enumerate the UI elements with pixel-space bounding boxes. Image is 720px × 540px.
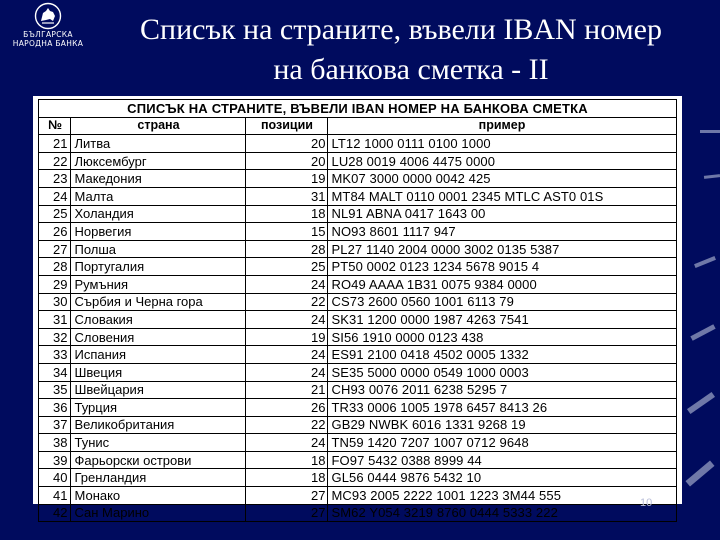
cell-positions: 22 [246,416,328,434]
column-header-number: № [39,117,71,135]
table-row [39,381,676,399]
cell-country: Португалия [71,258,246,276]
decorative-stripe [687,392,715,414]
cell-country: Румъния [71,275,246,293]
cell-number: 26 [39,223,71,241]
cell-number: 32 [39,328,71,346]
table-row [39,311,676,329]
table-row [39,170,676,188]
cell-number: 37 [39,416,71,434]
cell-country: Сърбия и Черна гора [71,293,246,311]
cell-example: CS73 2600 0560 1001 6113 79 [328,293,676,311]
table-row [39,223,676,241]
table-row [39,416,676,434]
column-header-positions: позиции [246,117,328,135]
cell-country: Турция [71,399,246,417]
cell-positions: 28 [246,240,328,258]
column-header-country: страна [71,117,246,135]
logo-line-2: НАРОДНА БАНКА [12,39,84,48]
cell-positions: 15 [246,223,328,241]
cell-number: 25 [39,205,71,223]
cell-country: Словакия [71,311,246,329]
cell-country: Швейцария [71,381,246,399]
slide-title [100,10,710,90]
table-row [39,152,676,170]
cell-country: Гренландия [71,469,246,487]
decorative-stripe [694,256,716,268]
cell-country: Словения [71,328,246,346]
cell-positions: 19 [246,170,328,188]
decorative-stripe [704,174,720,179]
table-header-row [39,117,676,135]
logo-line-1: БЪЛГАРСКА [23,30,73,39]
cell-example: NL91 ABNA 0417 1643 00 [328,205,676,223]
cell-number: 35 [39,381,71,399]
table-row [39,451,676,469]
cell-number: 38 [39,434,71,452]
cell-example: ES91 2100 0418 4502 0005 1332 [328,346,676,364]
column-header-example: пример [328,117,676,135]
cell-example: CH93 0076 2011 6238 5295 7 [328,381,676,399]
decorative-stripes [680,100,720,540]
cell-country: Швеция [71,363,246,381]
cell-positions: 24 [246,363,328,381]
table-row [39,399,676,417]
table-row [39,205,676,223]
decorative-stripe [700,130,720,133]
cell-example: RO49 AAAA 1B31 0075 9384 0000 [328,275,676,293]
cell-number: 29 [39,275,71,293]
cell-example: LT12 1000 0111 0100 1000 [328,135,676,153]
table-row [39,258,676,276]
cell-number: 39 [39,451,71,469]
cell-country: Малта [71,187,246,205]
cell-number: 31 [39,311,71,329]
table-row [39,293,676,311]
cell-number: 23 [39,170,71,188]
cell-example: SM62 Y054 3219 8760 0444 5333 222 [328,504,676,522]
cell-number: 40 [39,469,71,487]
table-row [39,504,676,522]
cell-number: 21 [39,135,71,153]
table-caption: СПИСЪК НА СТРАНИТЕ, ВЪВЕЛИ IBAN НОМЕР НА БАНКОВА СМЕТКА [39,100,676,118]
cell-example: SI56 1910 0000 0123 438 [328,328,676,346]
cell-country: Сан Марино [71,504,246,522]
iban-countries-table [38,99,676,522]
cell-country: Испания [71,346,246,364]
table-row [39,487,676,505]
cell-number: 36 [39,399,71,417]
cell-positions: 19 [246,328,328,346]
table-row [39,240,676,258]
table-row [39,187,676,205]
table-panel [33,96,682,521]
table-row [39,346,676,364]
decorative-stripe [690,324,715,341]
cell-example: FO97 5432 0388 8999 44 [328,451,676,469]
cell-positions: 25 [246,258,328,276]
cell-positions: 20 [246,152,328,170]
slide-title-line-2: на банкова сметка - II [273,53,549,86]
cell-country: Литва [71,135,246,153]
cell-positions: 18 [246,451,328,469]
cell-number: 24 [39,187,71,205]
cell-number: 28 [39,258,71,276]
cell-country: Тунис [71,434,246,452]
table-row [39,363,676,381]
cell-country: Люксембург [71,152,246,170]
cell-example: PL27 1140 2004 0000 3002 0135 5387 [328,240,676,258]
cell-number: 27 [39,240,71,258]
table-row [39,434,676,452]
slide-title-line-1: Списък на страните, въвели IBAN номер [140,13,662,46]
cell-example: TR33 0006 1005 1978 6457 8413 26 [328,399,676,417]
cell-country: Великобритания [71,416,246,434]
cell-positions: 21 [246,381,328,399]
bank-logo [2,2,94,54]
cell-positions: 20 [246,135,328,153]
table-row [39,469,676,487]
cell-positions: 24 [246,275,328,293]
cell-example: GB29 NWBK 6016 1331 9268 19 [328,416,676,434]
cell-example: MT84 MALT 0110 0001 2345 MTLC AST0 01S [328,187,676,205]
cell-country: Холандия [71,205,246,223]
cell-example: SK31 1200 0000 1987 4263 7541 [328,311,676,329]
cell-number: 30 [39,293,71,311]
bank-lion-emblem-icon [33,2,63,30]
cell-country: Полша [71,240,246,258]
cell-example: GL56 0444 9876 5432 10 [328,469,676,487]
cell-positions: 26 [246,399,328,417]
cell-example: MC93 2005 2222 1001 1223 3M44 555 [328,487,676,505]
cell-positions: 24 [246,346,328,364]
cell-example: LU28 0019 4006 4475 0000 [328,152,676,170]
cell-positions: 18 [246,469,328,487]
decorative-stripe [685,461,714,487]
cell-number: 42 [39,504,71,522]
cell-positions: 27 [246,487,328,505]
cell-number: 33 [39,346,71,364]
cell-positions: 31 [246,187,328,205]
cell-positions: 24 [246,434,328,452]
cell-country: Македония [71,170,246,188]
table-row [39,135,676,153]
cell-example: NO93 8601 1117 947 [328,223,676,241]
cell-number: 22 [39,152,71,170]
cell-number: 34 [39,363,71,381]
cell-example: SE35 5000 0000 0549 1000 0003 [328,363,676,381]
cell-number: 41 [39,487,71,505]
cell-country: Монако [71,487,246,505]
cell-country: Норвегия [71,223,246,241]
page-number: 10 [640,497,653,509]
cell-country: Фарьорски острови [71,451,246,469]
cell-example: PT50 0002 0123 1234 5678 9015 4 [328,258,676,276]
cell-positions: 18 [246,205,328,223]
cell-positions: 22 [246,293,328,311]
table-row [39,275,676,293]
table-row [39,328,676,346]
cell-positions: 24 [246,311,328,329]
cell-positions: 27 [246,504,328,522]
cell-example: MK07 3000 0000 0042 425 [328,170,676,188]
cell-example: TN59 1420 7207 1007 0712 9648 [328,434,676,452]
